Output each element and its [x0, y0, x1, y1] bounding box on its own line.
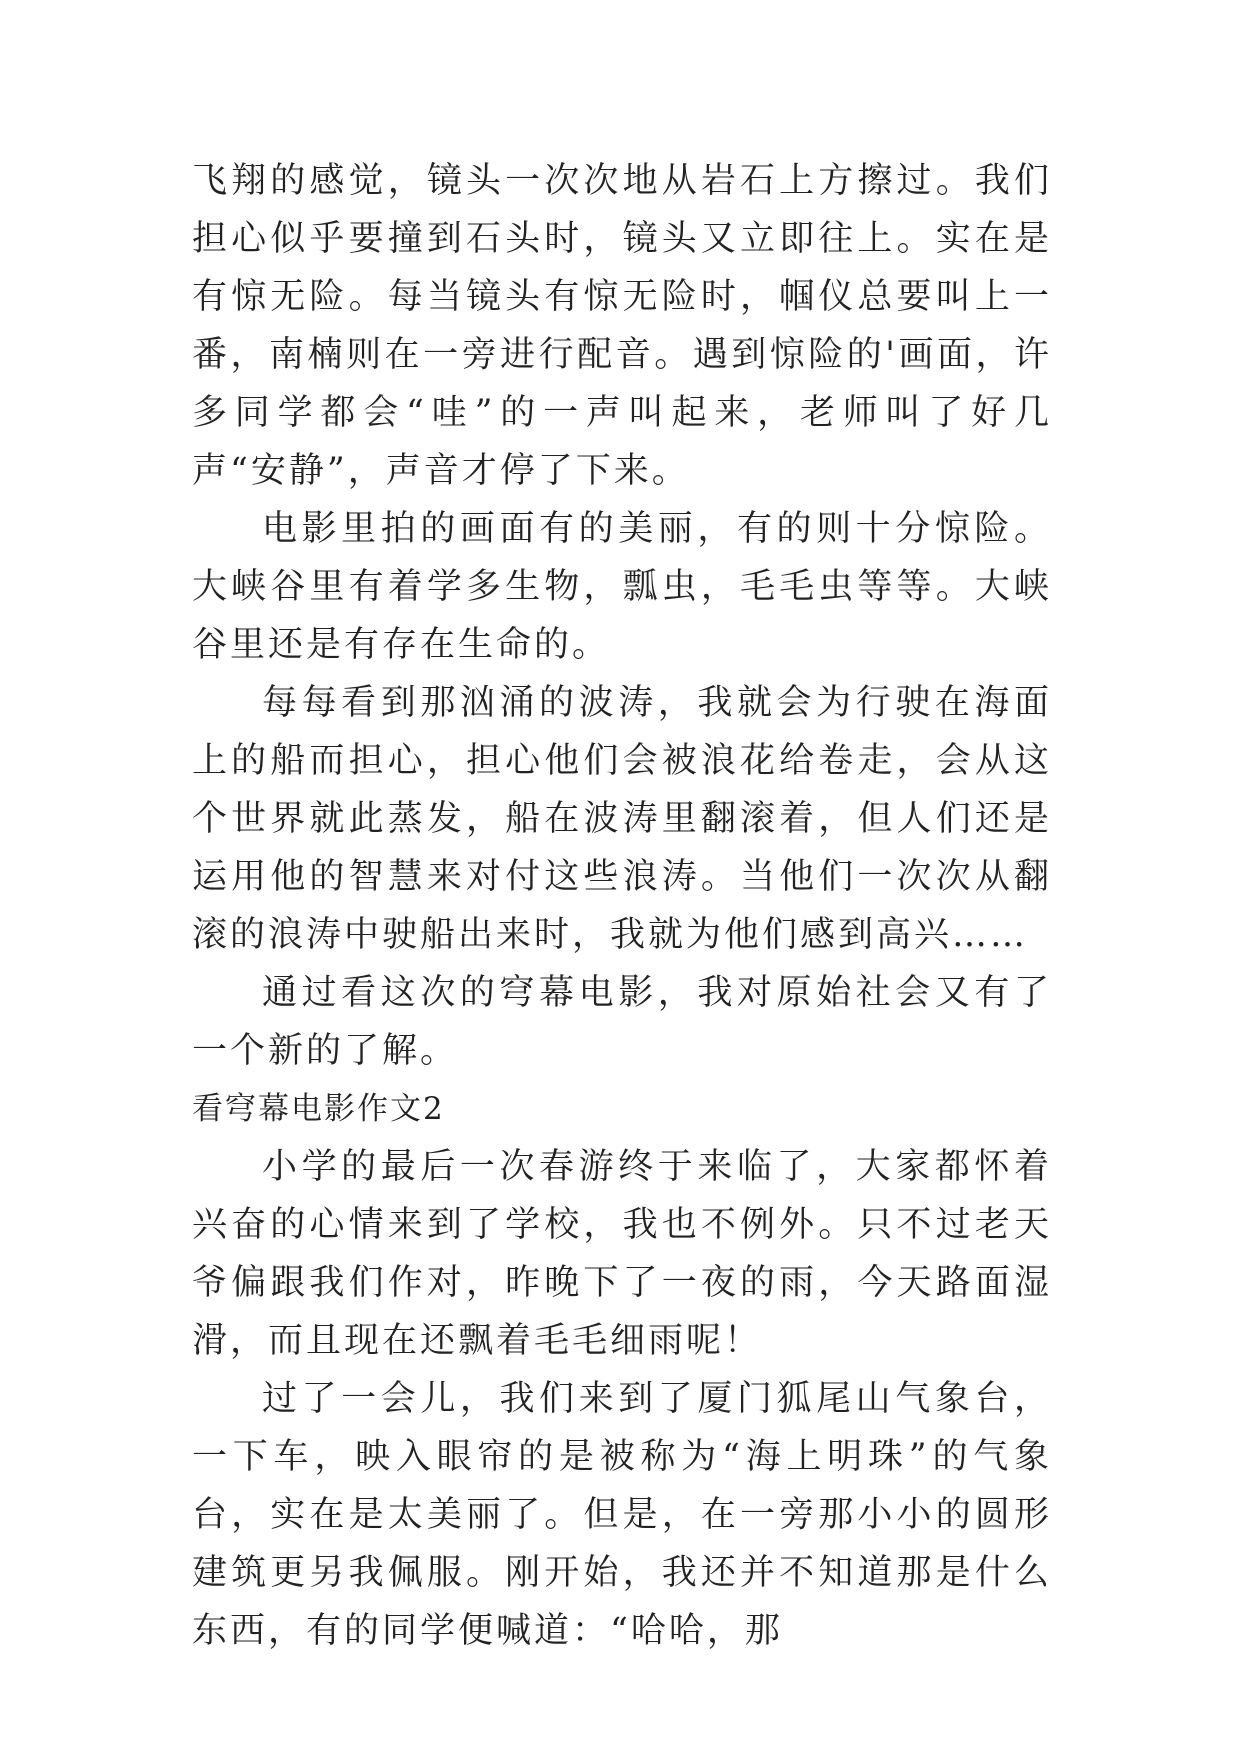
document-body [192, 152, 1052, 1660]
paragraph-5: 小学的最后一次春游终于来临了，大家都怀着兴奋的心情来到了学校，我也不例外。只不过老天爷偏跟我们作对，昨晚下了一夜的雨，今天路面湿滑，而且现在还飘着毛毛细雨呢！ [192, 1147, 1052, 1361]
paragraph-3: 每每看到那汹涌的波涛，我就会为行驶在海面上的船而担心，担心他们会被浪花给卷走，会从这个世界就此蒸发，船在波涛里翻滚着，但人们还是运用他的智慧来对付这些浪涛。当他们一次次从翻滚的浪涛中驶船出来时，我就为他们感到高兴…… [192, 683, 1052, 955]
paragraph-4: 通过看这次的穹幕电影，我对原始社会又有了一个新的了解。 [192, 973, 1052, 1071]
paragraph-6: 过了一会儿，我们来到了厦门狐尾山气象台，一下车，映入眼帘的是被称为“海上明珠”的气象台，实在是太美丽了。但是，在一旁那小小的圆形建筑更另我佩服。刚开始，我还并不知道那是什么东西，有的同学便喊道：“哈哈，那 [192, 1379, 1052, 1651]
paragraph-2: 电影里拍的画面有的美丽，有的则十分惊险。大峡谷里有着学多生物，瓢虫，毛毛虫等等。大峡谷里还是有存在生命的。 [192, 509, 1052, 665]
paragraph-1: 飞翔的感觉，镜头一次次地从岩石上方擦过。我们担心似乎要撞到石头时，镜头又立即往上。实在是有惊无险。每当镜头有惊无险时，帼仪总要叫上一番，南楠则在一旁进行配音。遇到惊险的'画面，许多同学都会“哇”的一声叫起来，老师叫了好几声“安静”，声音才停了下来。 [192, 161, 1052, 491]
section-heading: 看穹幕电影作文2 [192, 1091, 445, 1127]
